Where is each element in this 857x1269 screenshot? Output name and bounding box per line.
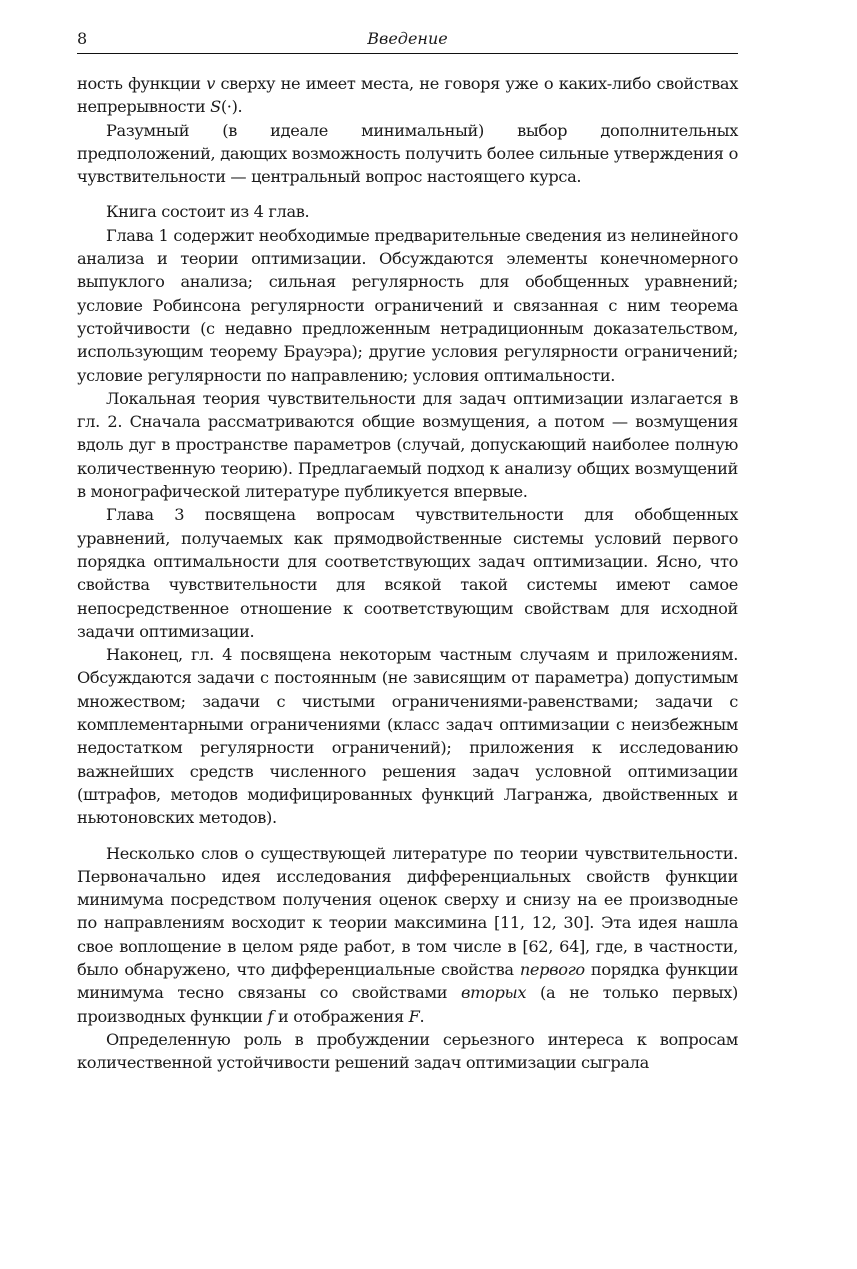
paragraph-continuation: ность функции v сверху не имеет места, не говоря уже о каких-либо свойствах непрерывности S(·). (77, 74, 738, 117)
math-F: F (408, 1006, 420, 1026)
running-header (77, 27, 738, 54)
body-text (77, 72, 738, 1074)
paragraph: Наконец, гл. 4 посвящена некоторым частным случаям и приложениям. Обсуждаются задачи с постоянным (не зависящим от параметра) допустимым множеством; задачи с чистыми ограничениями-равенствами; задачи с комплементарными ограничениями (класс задач оптимизации с неизбежным недостатком регулярности ограничений); приложения к исследованию важнейших средств численного решения задач условной оптимизации (штрафов, методов модифицированных функций Лагранжа, двойственных и ньютоновских методов). (77, 645, 738, 828)
paragraph: Локальная теория чувствительности для задач оптимизации излагается в гл. 2. Сначала рассматриваются общие возмущения, а потом — возмущения вдоль дуг в пространстве параметров (случай, допускающий наиболее полную количественную теорию). Предлагаемый подход к анализу общих возмущений в монографической литературе публикуется впервые. (77, 388, 738, 502)
page-number: 8 (77, 29, 88, 48)
paragraph: Книга состоит из 4 глав. (106, 202, 310, 222)
paragraph: Разумный (в идеале минимальный) выбор дополнительных предположений, дающих возможность получить более сильные утверждения о чувствительности — центральный вопрос настоящего курса. (77, 120, 738, 187)
emphasis: вторых (461, 983, 527, 1003)
paragraph: Глава 3 посвящена вопросам чувствительности для обобщенных уравнений, получаемых как прямодвойственные системы условий первого порядка оптимальности для соответствующих задач оптимизации. Ясно, что свойства чувствительности для всякой такой системы имеют самое непосредственное отношение к соответствующим свойствам для исходной задачи оптимизации. (77, 505, 738, 641)
math-v: v (206, 74, 215, 93)
math-f: f (267, 1006, 274, 1026)
emphasis: первого (519, 959, 585, 979)
paragraph: Глава 1 содержит необходимые предварительные сведения из нелинейного анализа и теории оптимизации. Обсуждаются элементы конечномерного выпуклого анализа; сильная регулярность для обобщенных уравнений; условие Робинсона регулярности ограничений и связанная с ним теорема устойчивости (с недавно предложенным нетрадиционным доказательством, использующим теорему Брауэра); другие условия регулярности ограничений; условие регулярности по направлению; условия оптимальности. (77, 225, 738, 385)
paragraph: Несколько слов о существующей литературе по теории чувствительности. Первоначально идея исследования дифференциальных свойств функции минимума посредством получения оценок сверху и снизу на ее производные по направлениям восходит к теории максимина [11, 12, 30]. Эта идея нашла свое воплощение в целом ряде работ, в том числе в [62, 64], где, в частности, было обнаружено, что дифференциальные свойства первого порядка функции минимума тесно связаны со свойствами вторых (а не только первых) производных функции f и отображения F. (77, 843, 739, 1026)
paragraph: Определенную роль в пробуждении серьезного интереса к вопросам количественной устойчивости решений задач оптимизации сыграла (77, 1029, 738, 1073)
running-title: Введение (367, 29, 448, 48)
math-S: S (210, 97, 221, 117)
